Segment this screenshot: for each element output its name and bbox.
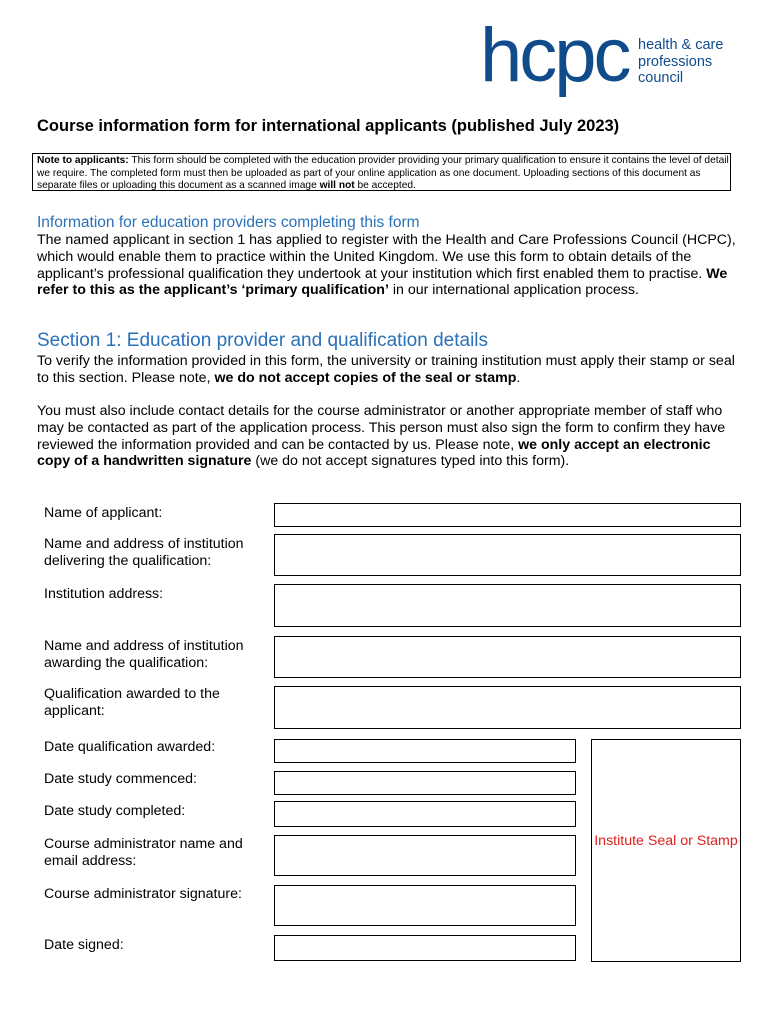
logo-wordmark: hcpc xyxy=(480,13,629,98)
section-1-para1-text: To verify the information provided in this form, the university or training institution must apply their stamp or seal to this section. Please note, xyxy=(37,353,735,386)
institute-seal-label: Institute Seal or Stamp xyxy=(594,833,738,849)
awarding-institution-field[interactable] xyxy=(274,636,741,678)
section-1-para2-text: You must also include contact details for the course administrator or another appropriate member of staff who may be contacted as part of the application process. This person must also sign the form to confirm they have reviewed the information provided and can be contacted by us. Please note, xyxy=(37,403,726,453)
date-awarded-field[interactable] xyxy=(274,739,576,763)
awarding-institution-label: Name and address of institution awarding the qualification: xyxy=(44,638,244,671)
date-completed-label: Date study completed: xyxy=(44,803,186,819)
info-text-1: The named applicant in section 1 has applied to register with the Health and Care Professions Council (HCPC), which would enable them to practice within the United Kingdom. We use this form to obtain details of the applicant’s professional qualification they undertook at your institution which first enabled them to practise. xyxy=(37,232,736,282)
applicant-name-field[interactable] xyxy=(274,503,741,527)
section-1-para2-end: (we do not accept signatures typed into this form). xyxy=(251,453,570,470)
section-1-para1-emphasis: we do not accept copies of the seal or stamp xyxy=(214,369,517,386)
delivering-institution-label: Name and address of institution delivering the qualification: xyxy=(44,536,244,569)
note-to-applicants xyxy=(32,153,731,191)
date-signed-field[interactable] xyxy=(274,935,576,961)
institution-address-field[interactable] xyxy=(274,584,741,627)
info-heading: Information for education providers completing this form xyxy=(37,214,420,231)
qualification-awarded-field[interactable] xyxy=(274,686,741,729)
applicant-name-label: Name of applicant: xyxy=(44,505,163,521)
date-awarded-label: Date qualification awarded: xyxy=(44,739,216,755)
admin-name-email-field[interactable] xyxy=(274,835,576,876)
date-signed-label: Date signed: xyxy=(44,937,124,953)
section-1-para2-emphasis: we only accept an electronic copy of a handwritten signature xyxy=(37,436,711,470)
institution-address-label: Institution address: xyxy=(44,586,164,602)
note-emphasis: will not xyxy=(319,180,355,192)
logo-tagline-line-2: professions xyxy=(638,53,713,70)
section-1-paragraph-1 xyxy=(37,353,737,387)
admin-name-email-label: Course administrator name and email address: xyxy=(44,836,243,869)
note-text-1: This form should be completed with the education provider providing your primary qualification to ensure it contains the level of detail we require. The completed form must then be uploaded as part of your online application as one document. Uploading sections of this document as separate files or uploading this document as a scanned image xyxy=(37,155,729,192)
logo-tagline xyxy=(638,37,723,87)
qualification-awarded-label: Qualification awarded to the applicant: xyxy=(44,686,220,719)
date-completed-field[interactable] xyxy=(274,801,576,827)
note-label: Note to applicants: xyxy=(37,155,129,166)
date-commenced-field[interactable] xyxy=(274,771,576,795)
logo-tagline-line-3: council xyxy=(638,70,684,86)
section-1-heading: Section 1: Education provider and qualification details xyxy=(37,330,489,351)
admin-signature-label: Course administrator signature: xyxy=(44,886,242,902)
hcpc-logo xyxy=(480,13,740,102)
date-commenced-label: Date study commenced: xyxy=(44,771,197,787)
note-text-2: be accepted. xyxy=(354,180,416,192)
section-1-para1-end: . xyxy=(516,369,521,386)
info-emphasis: We refer to this as the applicant’s ‘primary qualification’ xyxy=(37,265,728,299)
logo-tagline-line-1: health & care xyxy=(638,37,724,53)
admin-signature-field[interactable] xyxy=(274,885,576,926)
info-paragraph xyxy=(37,232,737,299)
section-1-paragraph-2 xyxy=(37,403,737,470)
institute-seal-box[interactable] xyxy=(591,739,741,962)
info-text-2: in our international application process. xyxy=(388,282,639,299)
delivering-institution-field[interactable] xyxy=(274,534,741,576)
form-title: Course information form for international applicants (published July 2023) xyxy=(37,117,620,135)
